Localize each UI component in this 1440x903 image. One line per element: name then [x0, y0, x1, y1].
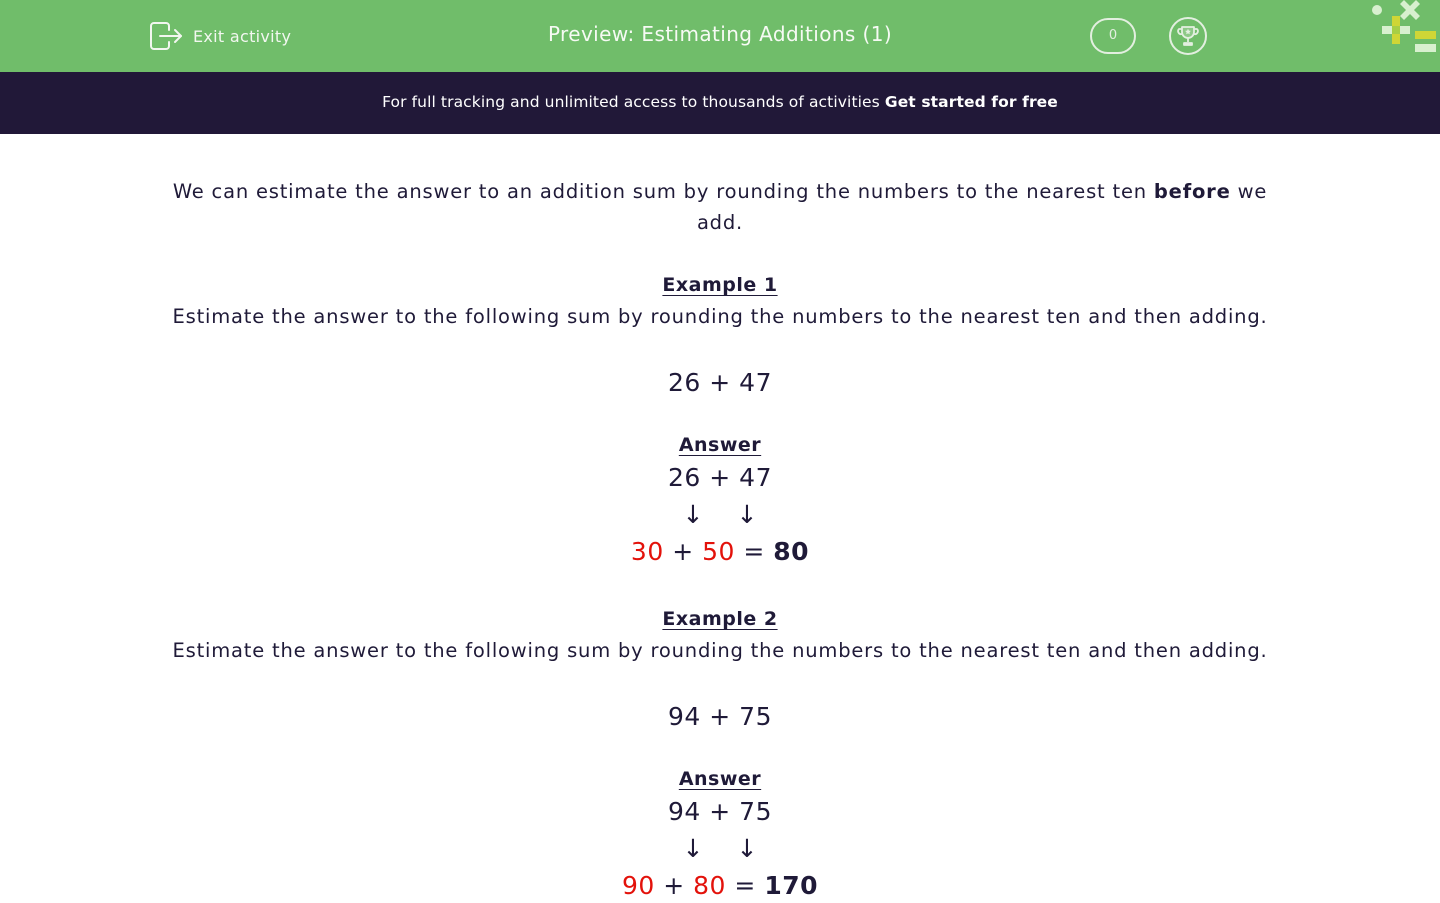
example-instruction: Estimate the answer to the following sum by rounding the numbers to the nearest ten and then adding.	[172, 639, 1268, 662]
trophy-button[interactable]	[1169, 17, 1207, 55]
get-started-link[interactable]: Get started for free	[884, 93, 1058, 111]
example-instruction: Estimate the answer to the following sum by rounding the numbers to the nearest ten and then adding.	[172, 305, 1268, 328]
example-heading: Example 2	[662, 608, 778, 630]
arrow-down-icon: ↓	[682, 834, 704, 863]
trophy-icon	[1176, 24, 1200, 48]
upgrade-banner	[0, 72, 1440, 134]
answer-sum: 94 + 75	[668, 797, 772, 826]
arrow-down-icon: ↓	[682, 500, 704, 529]
arrow-down-icon: ↓	[736, 500, 758, 529]
brand-logo	[1366, 0, 1440, 56]
example-question: 94 + 75	[668, 702, 772, 731]
answer-heading: Answer	[678, 434, 762, 456]
intro-paragraph	[160, 176, 1280, 238]
score-badge: 0	[1090, 18, 1136, 54]
equals-sign: =	[734, 871, 756, 900]
rounding-arrows	[160, 495, 1280, 535]
plus-sign: +	[672, 537, 694, 566]
rounded-result	[160, 869, 1280, 903]
answer-sum: 26 + 47	[668, 463, 772, 492]
rounded-a: 90	[621, 871, 655, 900]
answer-heading: Answer	[678, 768, 762, 790]
rounded-b: 80	[693, 871, 726, 900]
rounded-a: 30	[630, 537, 664, 566]
page-title-text: Preview: Estimating Additions (1)	[547, 22, 893, 46]
rounding-arrows	[160, 829, 1280, 869]
rounded-b: 50	[702, 537, 735, 566]
example-1	[160, 270, 1280, 569]
page-title	[0, 22, 1440, 46]
example-2	[160, 604, 1280, 903]
equals-sign: =	[743, 537, 765, 566]
banner-text: For full tracking and unlimited access to thousands of activities	[382, 93, 880, 111]
lesson-content	[160, 176, 1280, 900]
example-heading: Example 1	[662, 274, 778, 296]
intro-emphasis: before	[1153, 180, 1231, 203]
rounded-result	[160, 535, 1280, 569]
intro-text-end: we add.	[696, 180, 1268, 234]
intro-text: We can estimate the answer to an addition sum by rounding the numbers to the nearest ten	[172, 180, 1147, 203]
estimate-result: 170	[764, 871, 819, 900]
arrow-down-icon: ↓	[736, 834, 758, 863]
estimate-result: 80	[773, 537, 810, 566]
top-bar	[0, 0, 1440, 72]
example-question: 26 + 47	[668, 368, 772, 397]
plus-sign: +	[663, 871, 685, 900]
exit-activity-label: Exit activity	[193, 26, 292, 46]
